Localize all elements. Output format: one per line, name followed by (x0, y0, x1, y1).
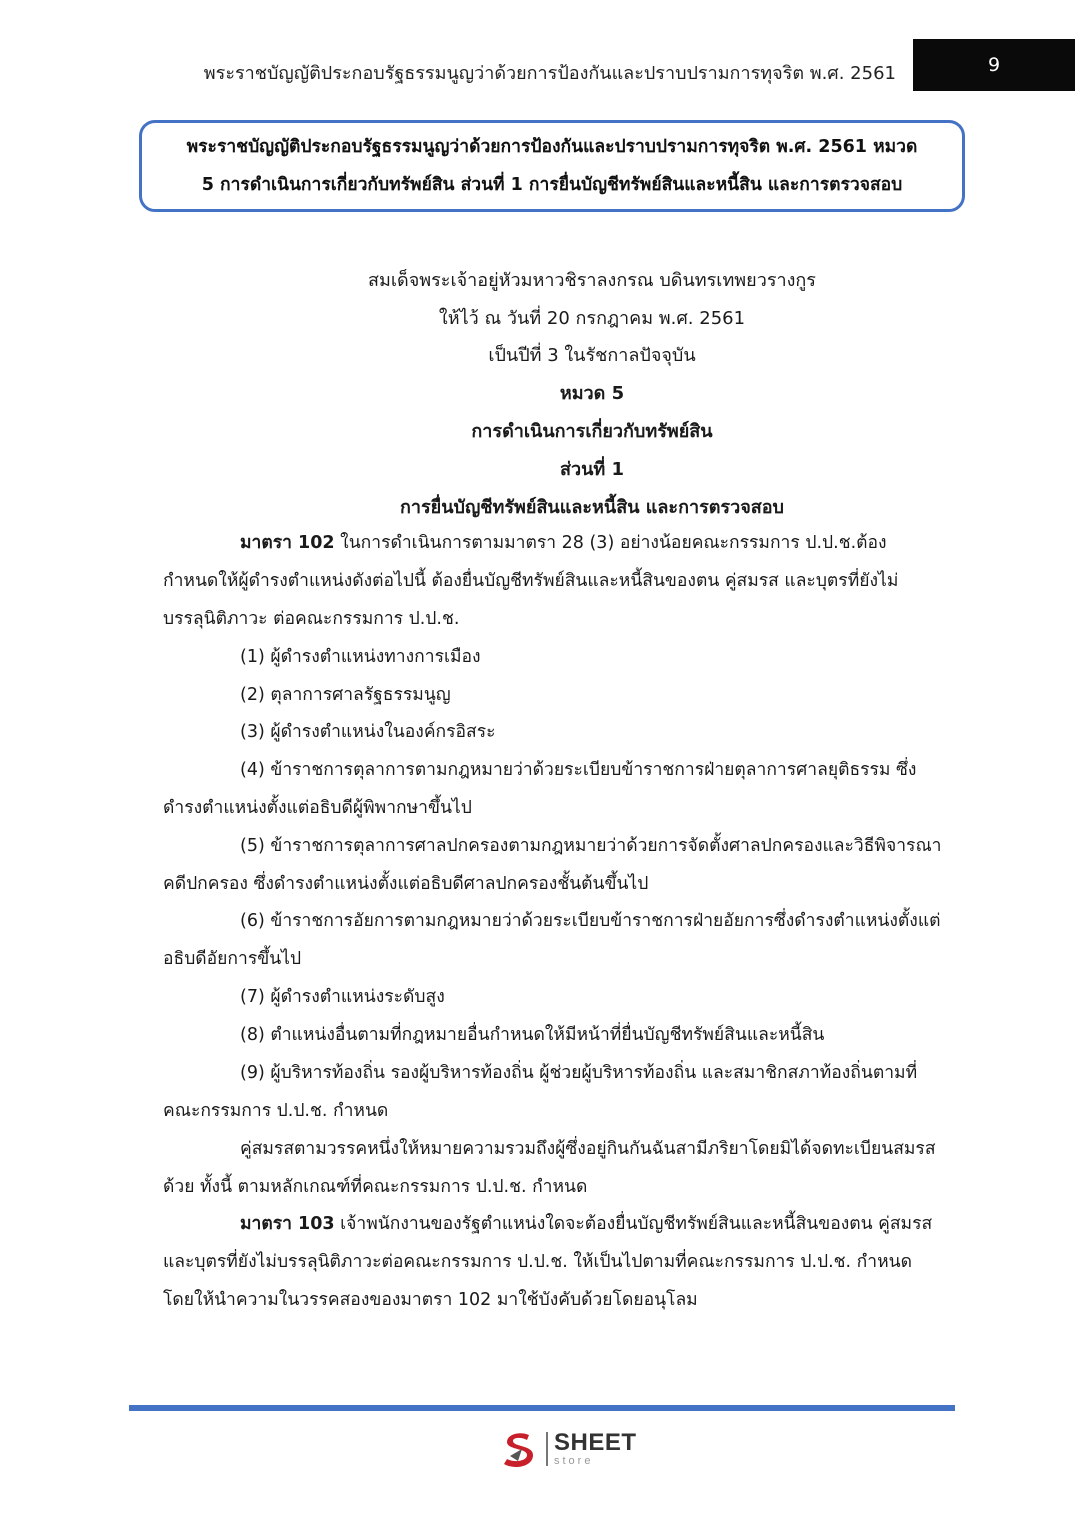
section-103-line-2: และบุตรที่ยังไม่บรรลุนิติภาวะต่อคณะกรรมการ ป.ป.ช. ให้เป็นไปตามที่คณะกรรมการ ป.ป.ช. กำหนด (163, 1252, 912, 1272)
logo-brand: SHEET (554, 1429, 637, 1456)
preamble-king: สมเด็จพระเจ้าอยู่หัวมหาวชิราลงกรณ บดินทรเทพยวรางกูร (368, 270, 816, 291)
preamble-given-date: ให้ไว้ ณ วันที่ 20 กรกฎาคม พ.ศ. 2561 (438, 308, 746, 329)
list-item: (9) ผู้บริหารท้องถิ่น รองผู้บริหารท้องถิ่น ผู้ช่วยผู้บริหารท้องถิ่น และสมาชิกสภาท้องถิ่นตามที่ (240, 1063, 918, 1083)
section-102-line-1: ในการดำเนินการตามมาตรา 28 (3) อย่างน้อยคณะกรรมการ ป.ป.ช.ต้อง (340, 533, 887, 553)
list-item-continuation: อธิบดีอัยการขึ้นไป (163, 949, 302, 969)
list-item-continuation: คณะกรรมการ ป.ป.ช. กำหนด (163, 1101, 389, 1121)
list-item: (3) ผู้ดำรงตำแหน่งในองค์กรอิสระ (240, 722, 496, 742)
list-item-continuation: คดีปกครอง ซึ่งดำรงตำแหน่งตั้งแต่อธิบดีศาลปกครองชั้นต้นขึ้นไป (163, 874, 649, 894)
section-103-line-1: เจ้าพนักงานของรัฐตำแหน่งใดจะต้องยื่นบัญชีทรัพย์สินและหนี้สินของตน คู่สมรส (340, 1214, 933, 1234)
document-title-box (139, 120, 965, 212)
footer-rule (129, 1405, 955, 1411)
logo-brand-sub: store (554, 1455, 594, 1467)
list-item: (5) ข้าราชการตุลาการศาลปกครองตามกฎหมายว่าด้วยการจัดตั้งศาลปกครองและวิธีพิจารณา (240, 836, 942, 856)
part-heading: ส่วนที่ 1 (559, 459, 625, 480)
page-number: 9 (913, 39, 1075, 91)
list-item: (6) ข้าราชการอัยการตามกฎหมายว่าด้วยระเบียบข้าราชการฝ่ายอัยการซึ่งดำรงตำแหน่งตั้งแต่ (240, 911, 941, 931)
section-103-line-3: โดยให้นำความในวรรคสองของมาตรา 102 มาใช้บังคับด้วยโดยอนุโลม (163, 1290, 698, 1310)
section-102-label: มาตรา 102 (240, 533, 335, 553)
document-title-line-2: 5 การดำเนินการเกี่ยวกับทรัพย์สิน ส่วนที่ 1 การยื่นบัญชีทรัพย์สินและหนี้สิน และการตรวจสอบ (201, 175, 903, 195)
sheet-store-logo (498, 1428, 637, 1470)
list-item: (4) ข้าราชการตุลาการตามกฎหมายว่าด้วยระเบียบข้าราชการฝ่ายตุลาการศาลยุติธรรม ซึ่ง (240, 760, 917, 780)
section-102-para2-line-1: คู่สมรสตามวรรคหนึ่งให้หมายความรวมถึงผู้ซึ่งอยู่กินกันฉันสามีภริยาโดยมิได้จดทะเบียนสมรส (240, 1139, 936, 1159)
section-102-line-2: กำหนดให้ผู้ดำรงตำแหน่งดังต่อไปนี้ ต้องยื่นบัญชีทรัพย์สินและหนี้สินของตน คู่สมรส และบุตรที่ยังไม่ (163, 571, 899, 591)
section-102-paragraph-2 (163, 1130, 944, 1206)
document-title (187, 128, 918, 204)
list-item-continuation: ดำรงตำแหน่งตั้งแต่อธิบดีผู้พิพากษาขึ้นไป (163, 798, 472, 818)
logo-text (554, 1431, 637, 1467)
part-title: การยื่นบัญชีทรัพย์สินและหนี้สิน และการตรวจสอบ (400, 497, 784, 518)
list-item: (7) ผู้ดำรงตำแหน่งระดับสูง (240, 987, 445, 1007)
section-103-label: มาตรา 103 (240, 1214, 335, 1234)
list-item: (1) ผู้ดำรงตำแหน่งทางการเมือง (240, 647, 481, 667)
running-header-title: พระราชบัญญัติประกอบรัฐธรรมนูญว่าด้วยการป้องกันและปราบปรามการทุจริต พ.ศ. 2561 (203, 63, 896, 84)
list-item: (2) ตุลาการศาลรัฐธรรมนูญ (240, 685, 451, 705)
section-103-paragraph (163, 1205, 944, 1319)
preamble-reign-year: เป็นปีที่ 3 ในรัชกาลปัจจุบัน (488, 345, 696, 366)
chapter-title: การดำเนินการเกี่ยวกับทรัพย์สิน (471, 421, 713, 442)
section-102-line-3: บรรลุนิติภาวะ ต่อคณะกรรมการ ป.ป.ช. (163, 609, 460, 629)
section-102-paragraph (163, 524, 944, 638)
document-title-line-1: พระราชบัญญัติประกอบรัฐธรรมนูญว่าด้วยการป้องกันและปราบปรามการทุจริต พ.ศ. 2561 หมวด (186, 137, 918, 157)
list-item: (8) ตำแหน่งอื่นตามที่กฎหมายอื่นกำหนดให้มีหน้าที่ยื่นบัญชีทรัพย์สินและหนี้สิน (240, 1025, 825, 1045)
section-102-para2-line-2: ด้วย ทั้งนี้ ตามหลักเกณฑ์ที่คณะกรรมการ ป.ป.ช. กำหนด (163, 1177, 588, 1197)
logo-divider (546, 1432, 548, 1466)
chapter-heading: หมวด 5 (559, 383, 625, 404)
sheet-store-logo-icon (498, 1428, 540, 1470)
